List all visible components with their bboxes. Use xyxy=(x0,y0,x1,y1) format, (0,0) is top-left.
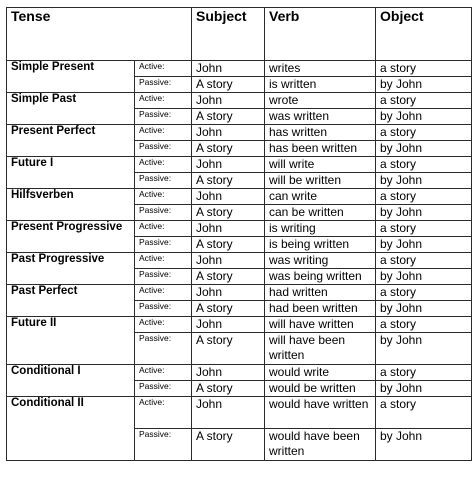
subject-cell: A story xyxy=(192,381,265,397)
object-cell: by John xyxy=(376,109,472,125)
tense-name: Conditional I xyxy=(7,365,135,397)
object-cell: a story xyxy=(376,189,472,205)
tense-name: Past Perfect xyxy=(7,285,135,317)
object-cell: a story xyxy=(376,61,472,77)
object-cell: by John xyxy=(376,269,472,285)
subject-cell: John xyxy=(192,61,265,77)
table-row xyxy=(7,397,472,429)
header-tense: Tense xyxy=(7,8,192,61)
verb-cell: will have been written xyxy=(265,333,376,365)
verb-cell: would have been written xyxy=(265,429,376,461)
tense-name: Present Progressive xyxy=(7,221,135,253)
table-row xyxy=(7,189,472,205)
subject-cell: A story xyxy=(192,109,265,125)
voice-label: Passive: xyxy=(135,237,192,253)
voice-label: Passive: xyxy=(135,77,192,93)
verb-cell: was writing xyxy=(265,253,376,269)
verb-cell: would have written xyxy=(265,397,376,429)
verb-cell: will have written xyxy=(265,317,376,333)
verb-cell: writes xyxy=(265,61,376,77)
subject-cell: John xyxy=(192,157,265,173)
voice-label: Passive: xyxy=(135,141,192,157)
voice-label: Active: xyxy=(135,365,192,381)
subject-cell: A story xyxy=(192,269,265,285)
verb-cell: wrote xyxy=(265,93,376,109)
voice-label: Passive: xyxy=(135,269,192,285)
subject-cell: A story xyxy=(192,333,265,365)
voice-label: Active: xyxy=(135,317,192,333)
table-row xyxy=(7,253,472,269)
object-cell: a story xyxy=(376,253,472,269)
object-cell: by John xyxy=(376,333,472,365)
tense-name: Past Progressive xyxy=(7,253,135,285)
object-cell: a story xyxy=(376,221,472,237)
verb-cell: had written xyxy=(265,285,376,301)
object-cell: by John xyxy=(376,237,472,253)
tense-name: Future II xyxy=(7,317,135,365)
verb-cell: can be written xyxy=(265,205,376,221)
table-row xyxy=(7,93,472,109)
object-cell: a story xyxy=(376,125,472,141)
subject-cell: John xyxy=(192,397,265,429)
verb-cell: has written xyxy=(265,125,376,141)
verb-cell: is written xyxy=(265,77,376,93)
verb-cell: is being written xyxy=(265,237,376,253)
tense-name: Present Perfect xyxy=(7,125,135,157)
verb-cell: was written xyxy=(265,109,376,125)
subject-cell: A story xyxy=(192,301,265,317)
table-row xyxy=(7,285,472,301)
table-row xyxy=(7,157,472,173)
subject-cell: John xyxy=(192,221,265,237)
voice-label: Passive: xyxy=(135,333,192,365)
object-cell: a story xyxy=(376,285,472,301)
verb-cell: will be written xyxy=(265,173,376,189)
verb-cell: is writing xyxy=(265,221,376,237)
voice-label: Active: xyxy=(135,189,192,205)
tense-name: Future I xyxy=(7,157,135,189)
subject-cell: John xyxy=(192,317,265,333)
object-cell: by John xyxy=(376,381,472,397)
table-body xyxy=(7,61,472,461)
header-object: Object xyxy=(376,8,472,61)
subject-cell: A story xyxy=(192,429,265,461)
table-row xyxy=(7,125,472,141)
voice-label: Active: xyxy=(135,93,192,109)
voice-label: Active: xyxy=(135,221,192,237)
tense-name: Hilfsverben xyxy=(7,189,135,221)
object-cell: by John xyxy=(376,429,472,461)
object-cell: by John xyxy=(376,205,472,221)
verb-cell: was being written xyxy=(265,269,376,285)
table-row xyxy=(7,61,472,77)
verb-cell: had been written xyxy=(265,301,376,317)
header-verb: Verb xyxy=(265,8,376,61)
voice-label: Passive: xyxy=(135,429,192,461)
subject-cell: A story xyxy=(192,141,265,157)
voice-label: Passive: xyxy=(135,173,192,189)
table-row xyxy=(7,365,472,381)
subject-cell: John xyxy=(192,93,265,109)
voice-label: Passive: xyxy=(135,381,192,397)
verb-cell: has been written xyxy=(265,141,376,157)
subject-cell: John xyxy=(192,253,265,269)
tense-name: Conditional II xyxy=(7,397,135,461)
verb-cell: can write xyxy=(265,189,376,205)
object-cell: a story xyxy=(376,157,472,173)
subject-cell: John xyxy=(192,125,265,141)
verb-cell: will write xyxy=(265,157,376,173)
object-cell: a story xyxy=(376,397,472,429)
voice-label: Passive: xyxy=(135,301,192,317)
object-cell: by John xyxy=(376,77,472,93)
tense-name: Simple Present xyxy=(7,61,135,93)
subject-cell: John xyxy=(192,285,265,301)
voice-label: Passive: xyxy=(135,109,192,125)
voice-label: Passive: xyxy=(135,205,192,221)
subject-cell: John xyxy=(192,189,265,205)
subject-cell: John xyxy=(192,365,265,381)
voice-label: Active: xyxy=(135,125,192,141)
object-cell: a story xyxy=(376,365,472,381)
tense-table xyxy=(6,7,472,461)
object-cell: by John xyxy=(376,173,472,189)
table-row xyxy=(7,221,472,237)
object-cell: a story xyxy=(376,93,472,109)
voice-label: Active: xyxy=(135,397,192,429)
table-row xyxy=(7,317,472,333)
object-cell: by John xyxy=(376,301,472,317)
subject-cell: A story xyxy=(192,173,265,189)
header-subject: Subject xyxy=(192,8,265,61)
object-cell: by John xyxy=(376,141,472,157)
subject-cell: A story xyxy=(192,237,265,253)
voice-label: Active: xyxy=(135,285,192,301)
tense-name: Simple Past xyxy=(7,93,135,125)
verb-cell: would write xyxy=(265,365,376,381)
voice-label: Active: xyxy=(135,61,192,77)
object-cell: a story xyxy=(376,317,472,333)
voice-label: Active: xyxy=(135,253,192,269)
subject-cell: A story xyxy=(192,205,265,221)
voice-label: Active: xyxy=(135,157,192,173)
verb-cell: would be written xyxy=(265,381,376,397)
subject-cell: A story xyxy=(192,77,265,93)
